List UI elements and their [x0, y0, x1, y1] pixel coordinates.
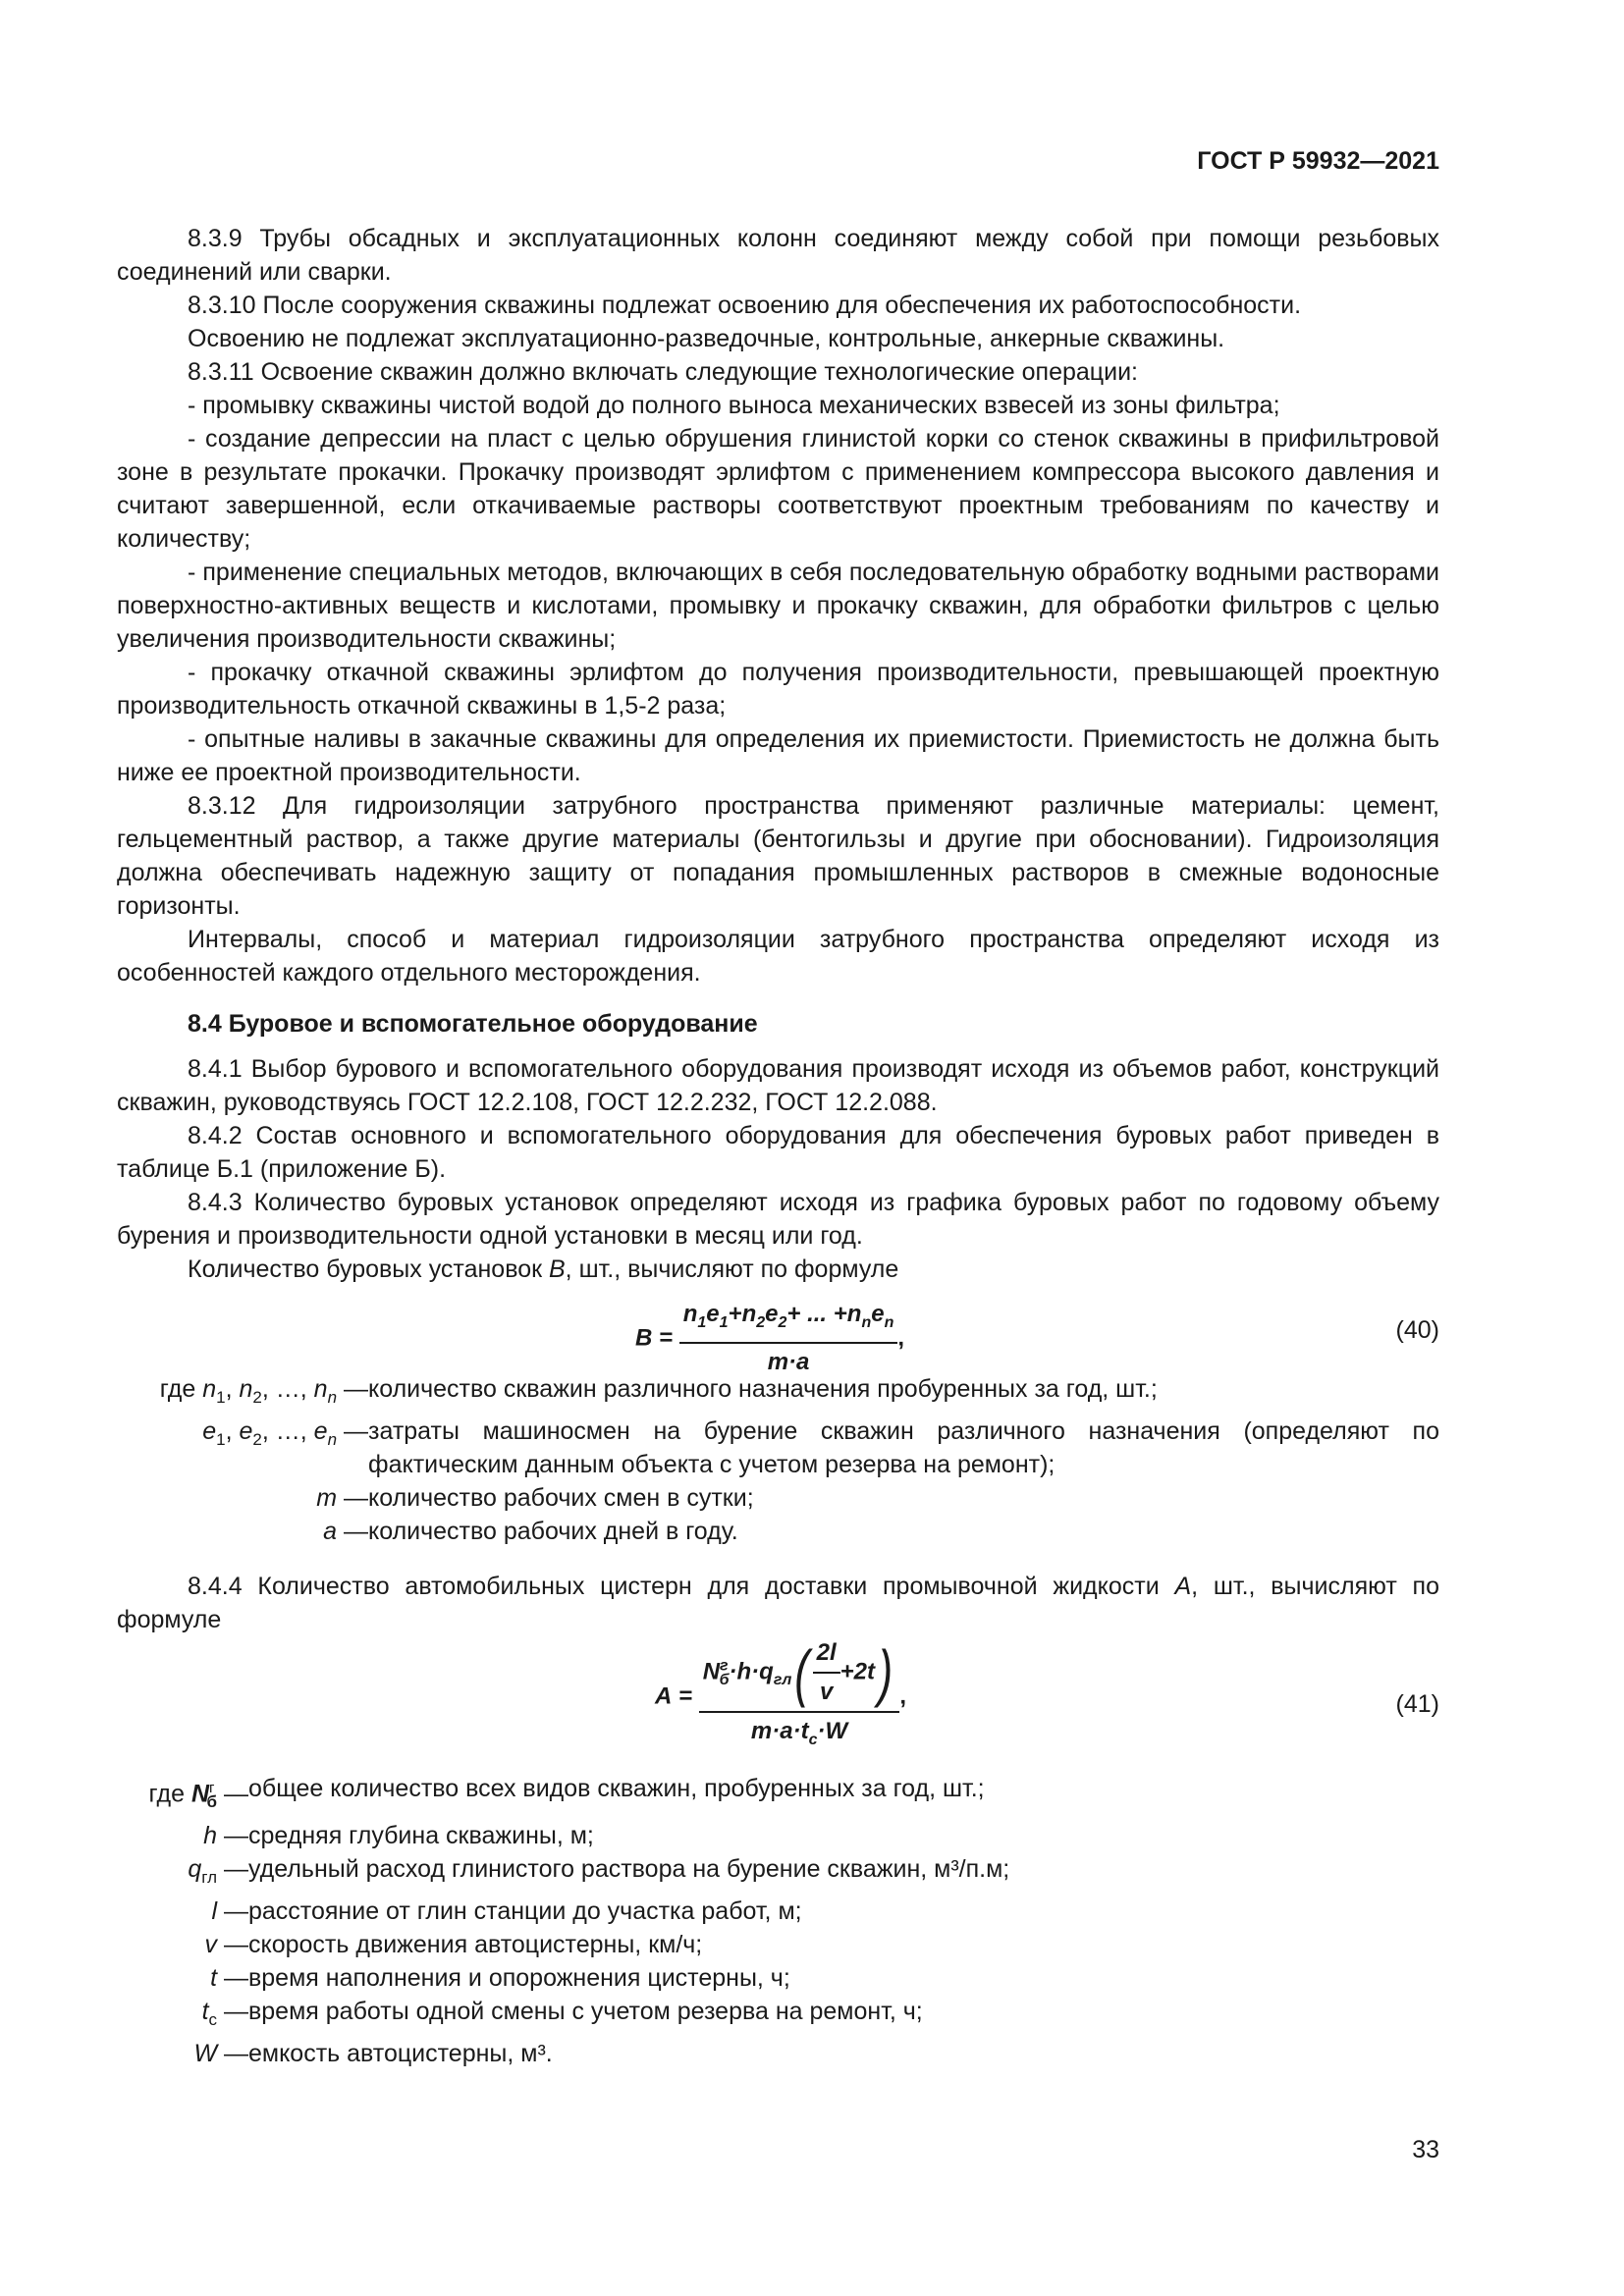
definition-row: где $n_1$, $n_2$, …, $n_n$ — количество скважин различного назначения пробуренных за год, шт.; — [159, 1375, 1158, 1407]
definition-row: где $N^г_б$ — общее количество всех видов скважин, пробуренных за год, шт.; — [148, 1775, 985, 1812]
definition-row: m — количество рабочих смен в сутки; — [316, 1484, 754, 1512]
definition-row: $q_{гл}$ — удельный расход глинистого раствора на бурение скважин, м³/п.м; — [188, 1855, 1010, 1888]
formula-41 — [117, 1636, 1439, 1752]
definition-row: $t_c$ — время работы одной смены с учетом резерва на ремонт, ч; — [201, 1998, 923, 2030]
definition-row: h — средняя глубина скважины, м; — [203, 1822, 594, 1850]
formula-40-intro: Количество буровых установок B, шт., вычисляют по формуле — [188, 1255, 899, 1283]
paragraph-8-3-12: 8.3.12 Для гидроизоляции затрубного пространства применяют различные материалы: цемент, гельцементный раствор, а также другие материалы (бентогильзы и другие при обосновании). Гидроизоляция должна обеспечивать надежную защиту от попадания промышленных растворов в смежные водоносные горизонты. — [117, 792, 1439, 920]
definition-row: a — количество рабочих дней в году. — [323, 1518, 738, 1545]
document-code: ГОСТ Р 59932—2021 — [1197, 147, 1439, 175]
definition-row: t — время наполнения и опорожнения цистерны, ч; — [210, 1964, 790, 1993]
formula-41-expression: A = $N^г_б\cdot h\cdot q_{гл}$( $\frac{2l}{v}$ +2t) $m\cdot a\cdot t_c\cdot W$ , — [655, 1637, 906, 1748]
formula-41-number: (41) — [1395, 1690, 1439, 1718]
document-body — [117, 222, 1439, 2070]
formula-40 — [117, 1298, 1439, 1375]
list-item-test-injection: - опытные наливы в закачные скважины для определения их приемистости. Приемистость не должна быть ниже ее проектной производительности. — [117, 725, 1439, 786]
paragraph-8-3-9: 8.3.9 Трубы обсадных и эксплуатационных колонн соединяют между собой при помощи резьбовых соединений или сварки. — [117, 225, 1439, 286]
list-item-flushing: - промывку скважины чистой водой до полного выноса механических взвесей из зоны фильтра; — [188, 392, 1280, 419]
paragraph-8-3-10: 8.3.10 После сооружения скважины подлежат освоению для обеспечения их работоспособности. — [188, 292, 1302, 319]
definition-row: $e_1$, $e_2$, …, $e_n$ — затраты машиносмен на бурение скважин различного назначения (определяют по фактическим данным объекта с учетом резерва на ремонт); — [202, 1417, 1439, 1478]
definition-row: v — скорость движения автоцистерны, км/ч; — [204, 1931, 703, 1959]
list-item-depression: - создание депрессии на пласт с целью обрушения глинистой корки со стенок скважины в прифильтровой зоне в результате прокачки. Прокачку производят эрлифтом с применением компрессора высокого давления и считают завершенной, если откачиваемые растворы соответствуют проектным требованиям по качеству и количеству; — [117, 425, 1439, 553]
paragraph-isolation-intervals: Интервалы, способ и материал гидроизоляции затрубного пространства определяют исходя из особенностей каждого отдельного месторождения. — [117, 926, 1439, 987]
formula-41-definitions — [117, 1772, 1439, 2070]
formula-40-definitions — [117, 1372, 1439, 1548]
paragraph-8-4-3: 8.4.3 Количество буровых установок определяют исходя из графика буровых работ по годовому объему бурения и производительности одной установки в месяц или год. — [117, 1189, 1439, 1250]
paragraph-8-4-1: 8.4.1 Выбор бурового и вспомогательного оборудования производят исходя из объемов работ, конструкций скважин, руководствуясь ГОСТ 12.2.108, ГОСТ 12.2.232, ГОСТ 12.2.088. — [117, 1055, 1439, 1116]
paragraph-8-3-11: 8.3.11 Освоение скважин должно включать следующие технологические операции: — [188, 358, 1138, 386]
formula-40-expression: B = $\frac{n_1e_1+n_2e_2+ ... +n_ne_n}{m\cdot a}$ , — [635, 1298, 904, 1379]
list-item-pumping: - прокачку откачной скважины эрлифтом до получения производительности, превышающей проектную производительность откачной скважины в 1,5-2 раза; — [117, 659, 1439, 720]
paragraph-8-4-4: 8.4.4 Количество автомобильных цистерн для доставки промывочной жидкости A, шт., вычисляют по формуле — [117, 1573, 1440, 1633]
section-heading-8-4: 8.4 Буровое и вспомогательное оборудование — [188, 1010, 758, 1038]
list-item-special-methods: - применение специальных методов, включающих в себя последовательную обработку водными растворами поверхностно-активных веществ и кислотами, промывку и прокачку скважин, для обработки фильтров с целью увеличения производительности скважины; — [117, 559, 1439, 653]
paragraph-8-4-2: 8.4.2 Состав основного и вспомогательного оборудования для обеспечения буровых работ приведен в таблице Б.1 (приложение Б). — [117, 1122, 1439, 1183]
definition-row: l — расстояние от глин станции до участка работ, м; — [211, 1897, 802, 1926]
formula-40-number: (40) — [1395, 1316, 1439, 1344]
paragraph-8-3-10-note: Освоению не подлежат эксплуатационно-разведочные, контрольные, анкерные скважины. — [188, 325, 1225, 352]
page-number: 33 — [1412, 2136, 1439, 2163]
definition-row: W — емкость автоцистерны, м³. — [193, 2040, 553, 2068]
